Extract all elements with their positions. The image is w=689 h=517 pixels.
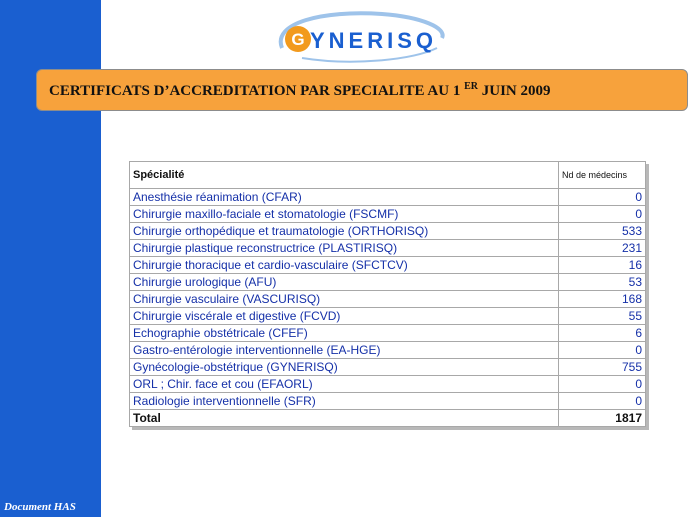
title-banner — [36, 69, 688, 111]
logo-text-rest: YNERISQ — [310, 28, 438, 53]
table-row — [130, 308, 646, 325]
table-header-row — [130, 162, 646, 189]
row-count: 53 — [559, 274, 646, 291]
row-count: 0 — [559, 376, 646, 393]
row-count: 231 — [559, 240, 646, 257]
table-row — [130, 291, 646, 308]
row-specialite: Echographie obstétricale (CFEF) — [130, 325, 559, 342]
row-specialite: Chirurgie orthopédique et traumatologie (ORTHORISQ) — [130, 223, 559, 240]
row-specialite: Chirurgie vasculaire (VASCURISQ) — [130, 291, 559, 308]
accreditation-table — [129, 161, 646, 427]
table-row — [130, 189, 646, 206]
footer-label: Document HAS — [4, 501, 76, 513]
table-row — [130, 376, 646, 393]
table-row — [130, 223, 646, 240]
page-title — [49, 81, 551, 100]
row-count: 0 — [559, 189, 646, 206]
header-count: Nd de médecins — [559, 162, 646, 189]
row-specialite: Gynécologie-obstétrique (GYNERISQ) — [130, 359, 559, 376]
row-count: 16 — [559, 257, 646, 274]
row-specialite: Chirurgie thoracique et cardio-vasculaire (SFCTCV) — [130, 257, 559, 274]
logo-text — [310, 28, 437, 54]
table-row — [130, 257, 646, 274]
title-tail: JUIN 2009 — [481, 82, 551, 99]
row-count: 6 — [559, 325, 646, 342]
row-specialite: Chirurgie urologique (AFU) — [130, 274, 559, 291]
row-count: 168 — [559, 291, 646, 308]
total-count: 1817 — [559, 410, 646, 427]
row-specialite: ORL ; Chir. face et cou (EFAORL) — [130, 376, 559, 393]
row-specialite: Chirurgie viscérale et digestive (FCVD) — [130, 308, 559, 325]
title-superscript: ER — [464, 80, 478, 92]
header-specialite: Spécialité — [130, 162, 559, 189]
title-main: CERTIFICATS D’ACCREDITATION PAR SPECIALITE AU 1 — [49, 82, 461, 99]
row-specialite: Chirurgie plastique reconstructrice (PLASTIRISQ) — [130, 240, 559, 257]
table-row — [130, 342, 646, 359]
row-specialite: Radiologie interventionnelle (SFR) — [130, 393, 559, 410]
total-label: Total — [130, 410, 559, 427]
svg-text:G: G — [291, 30, 305, 49]
row-count: 0 — [559, 393, 646, 410]
gynerisq-logo — [262, 8, 452, 68]
table-row — [130, 206, 646, 223]
table-row — [130, 359, 646, 376]
row-count: 0 — [559, 206, 646, 223]
row-count: 55 — [559, 308, 646, 325]
accreditation-table-wrapper — [129, 161, 646, 427]
row-count: 0 — [559, 342, 646, 359]
row-specialite: Gastro-entérologie interventionnelle (EA-HGE) — [130, 342, 559, 359]
row-count: 533 — [559, 223, 646, 240]
table-total-row — [130, 410, 646, 427]
table-row — [130, 240, 646, 257]
table-row — [130, 393, 646, 410]
row-specialite: Anesthésie réanimation (CFAR) — [130, 189, 559, 206]
table-row — [130, 325, 646, 342]
row-count: 755 — [559, 359, 646, 376]
row-specialite: Chirurgie maxillo-faciale et stomatologie (FSCMF) — [130, 206, 559, 223]
table-row — [130, 274, 646, 291]
table-body — [130, 189, 646, 427]
